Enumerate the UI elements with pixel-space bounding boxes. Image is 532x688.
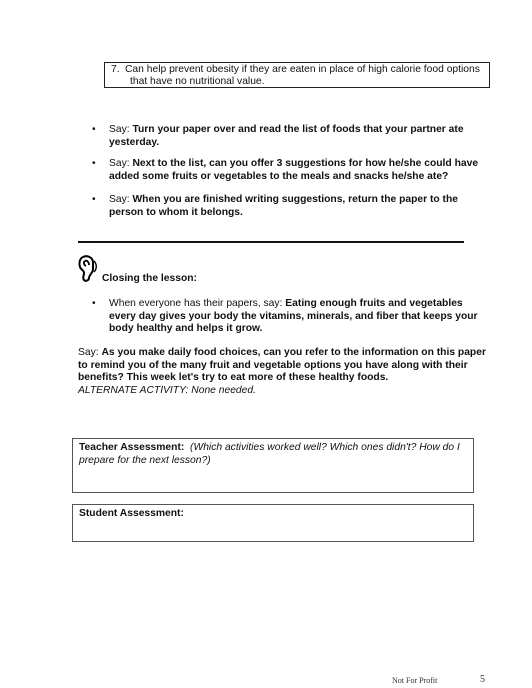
student-assessment-box[interactable] xyxy=(72,504,474,542)
list-item-7-box xyxy=(104,62,490,88)
ear-icon xyxy=(76,254,100,284)
final-say-text: As you make daily food choices, can you refer to the information on this paper to remind you of the many fruit and vegetable options you have along with their benefits? This week let's try to eat more of these healthy foods. xyxy=(78,347,486,383)
say-bullet-2 xyxy=(92,158,492,183)
item-number: 7. xyxy=(111,64,120,75)
teacher-assessment-box[interactable] xyxy=(72,438,474,493)
bullet-icon: • xyxy=(92,124,96,135)
bullet-icon: • xyxy=(92,194,96,205)
say-prefix: Say: xyxy=(109,158,133,169)
section-divider xyxy=(78,241,464,243)
item-text-line1: Can help prevent obesity if they are eaten in place of high calorie food options xyxy=(125,64,480,75)
final-say-paragraph xyxy=(78,347,498,397)
student-assessment-label: Student Assessment: xyxy=(79,508,184,519)
teacher-assessment-label: Teacher Assessment: xyxy=(79,442,185,453)
teacher-assessment-prompt: (Which activities worked well? Which ones didn't? How do I prepare for the next lesson?) xyxy=(79,442,460,466)
say-bullet-1 xyxy=(92,124,492,149)
closing-heading: Closing the lesson: xyxy=(102,273,197,284)
say-text: When you are finished writing suggestions, return the paper to the person to whom it belongs. xyxy=(109,194,458,218)
alternate-activity: ALTERNATE ACTIVITY: None needed. xyxy=(78,384,256,396)
say-prefix: Say: xyxy=(109,194,133,205)
bullet-icon: • xyxy=(92,158,96,169)
footer-text: Not For Profit xyxy=(392,676,438,685)
final-say-prefix: Say: xyxy=(78,347,102,358)
say-text: Next to the list, can you offer 3 suggestions for how he/she could have added some fruits or vegetables to the meals and snacks he/she ate? xyxy=(109,158,479,182)
bullet-icon: • xyxy=(92,298,96,309)
closing-text: Eating enough fruits and vegetables every day gives your body the vitamins, minerals, and fiber that keeps your body healthy and helps it grow. xyxy=(109,298,478,334)
closing-bullet xyxy=(92,298,492,336)
say-bullet-3 xyxy=(92,194,492,219)
say-prefix: Say: xyxy=(109,124,133,135)
item-text-line2: that have no nutritional value. xyxy=(130,76,265,87)
say-text: Turn your paper over and read the list of foods that your partner ate yesterday. xyxy=(109,124,464,148)
page-number: 5 xyxy=(480,674,485,685)
closing-prefix: When everyone has their papers, say: xyxy=(109,298,286,309)
